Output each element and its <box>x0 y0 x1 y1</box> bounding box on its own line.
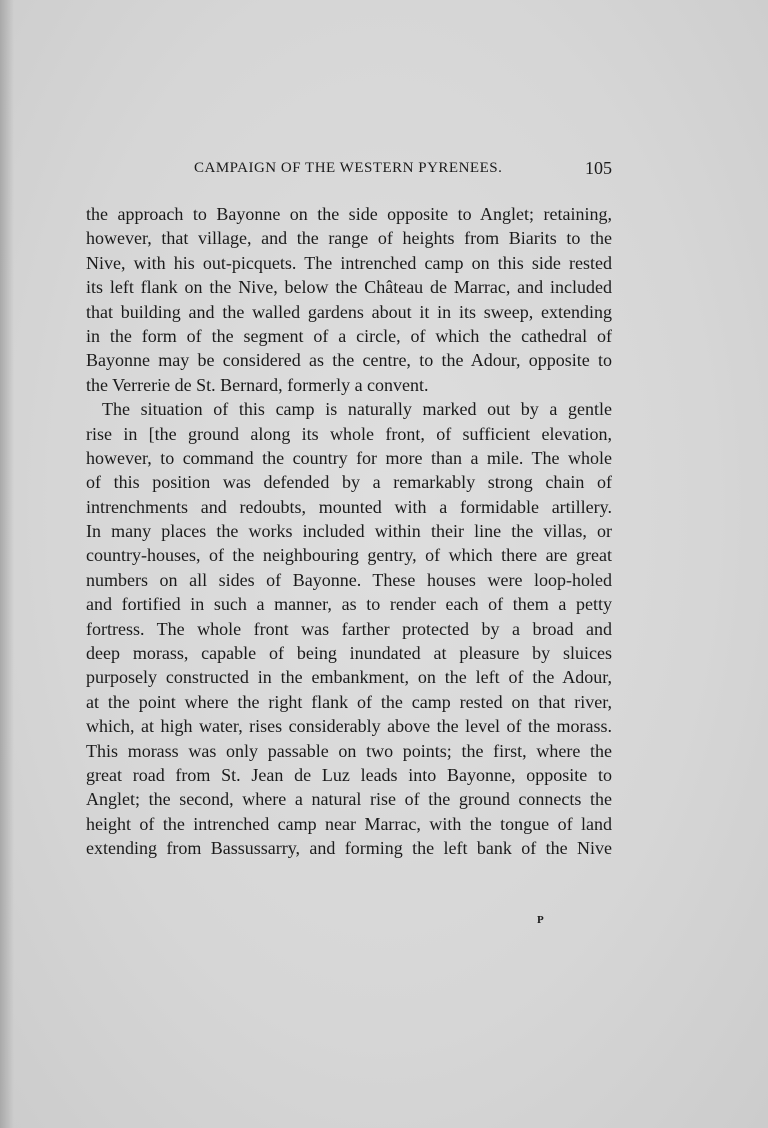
text-line: however, that village, and the range of heights from Biarits to the <box>86 228 612 249</box>
text-line: however, to command the country for more than a mile. The whole <box>86 447 612 468</box>
text-line: its left flank on the Nive, below the Château de Marrac, and included <box>86 277 612 298</box>
page-number: 105 <box>585 158 612 178</box>
text-line: at the point where the right flank of the camp rested on that river, <box>86 691 612 712</box>
text-line: purposely constructed in the embankment, on the left of the Adour, <box>86 667 612 688</box>
text-line: The situation of this camp is naturally marked out by a gentle <box>102 399 612 420</box>
text-line: great road from St. Jean de Luz leads into Bayonne, opposite to <box>86 764 612 785</box>
running-head <box>88 158 612 182</box>
text-line: and fortified in such a manner, as to render each of them a petty <box>86 594 612 615</box>
signature-mark: P <box>537 914 545 926</box>
body-text <box>86 202 612 861</box>
text-line: Bayonne may be considered as the centre, to the Adour, opposite to <box>86 350 612 371</box>
text-line: height of the intrenched camp near Marrac, with the tongue of land <box>86 813 612 834</box>
text-line: rise in [the ground along its whole front, of sufficient elevation, <box>86 423 612 444</box>
text-line: the approach to Bayonne on the side opposite to Anglet; retaining, <box>86 204 612 224</box>
text-line: Nive, with his out-picquets. The intrenched camp on this side rested <box>86 252 612 273</box>
text-line: extending from Bassussarry, and forming the left bank of the Nive <box>86 838 612 859</box>
text-line: the Verrerie de St. Bernard, formerly a convent. <box>86 374 429 395</box>
text-line: In many places the works included within their line the villas, or <box>86 521 612 542</box>
text-line: which, at high water, rises considerably above the level of the morass. <box>86 716 612 737</box>
binding-shadow <box>0 0 14 1128</box>
text-line: Anglet; the second, where a natural rise of the ground connects the <box>86 789 612 810</box>
text-line: This morass was only passable on two points; the first, where the <box>86 740 612 761</box>
text-line: intrenchments and redoubts, mounted with a formidable artillery. <box>86 496 612 517</box>
text-line: of this position was defended by a remarkably strong chain of <box>86 472 612 493</box>
text-line: in the form of the segment of a circle, of which the cathedral of <box>86 325 612 346</box>
text-line: that building and the walled gardens about it in its sweep, extending <box>86 301 612 322</box>
text-line: numbers on all sides of Bayonne. These houses were loop-holed <box>86 569 612 590</box>
text-line: country-houses, of the neighbouring gentry, of which there are great <box>86 545 612 566</box>
text-line: deep morass, capable of being inundated at pleasure by sluices <box>86 643 612 664</box>
text-line: fortress. The whole front was farther protected by a broad and <box>86 618 612 639</box>
running-title: CAMPAIGN OF THE WESTERN PYRENEES. <box>194 160 503 176</box>
